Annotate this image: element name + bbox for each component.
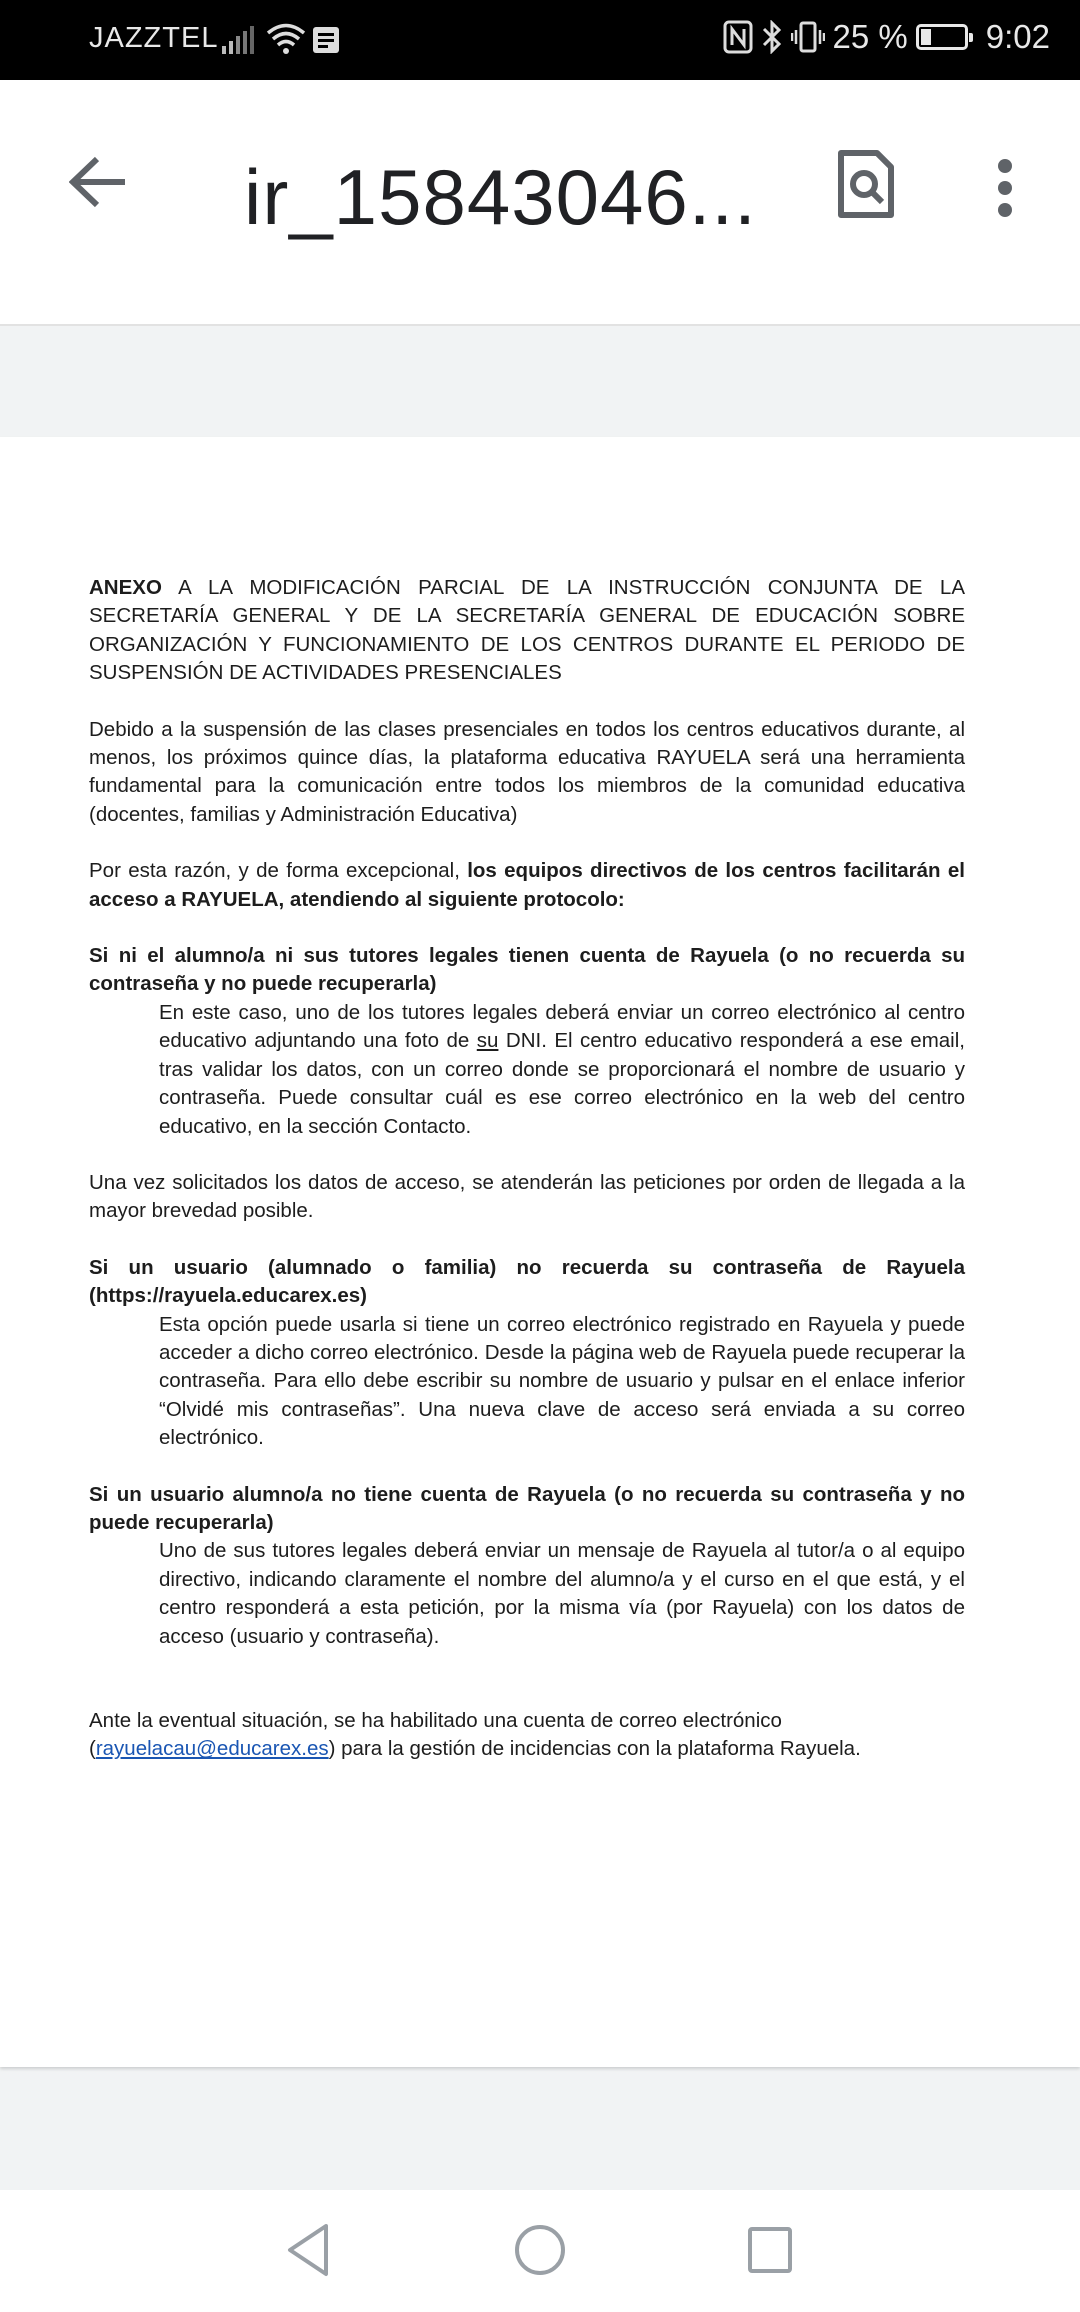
- carrier-label: JAZZTEL: [89, 22, 219, 54]
- case-title: Si un usuario alumno/a no tiene cuenta de Rayuela (o no recuerda su contraseña y no puede recuperarla): [89, 1482, 965, 1534]
- more-vert-icon: [997, 158, 1013, 218]
- case-body: Uno de sus tutores legales deberá enviar un mensaje de Rayuela al tutor/a o al equipo directivo, indicando claramente el nombre del alumno/a y el curso en el que está, y el centro responderá a esta petición, por la misma vía (por Rayuela) con los datos de acceso (usuario y contraseña).: [159, 1539, 965, 1648]
- paragraph: Una vez solicitados los datos de acceso, se atenderán las peticiones por orden de llegada a la mayor brevedad posible.: [89, 1170, 965, 1223]
- document-title: ir_15843046...: [244, 153, 757, 241]
- app-bar: [0, 80, 1080, 326]
- bluetooth-icon: [761, 20, 783, 54]
- document-content: [89, 574, 965, 1764]
- back-button[interactable]: [58, 142, 138, 222]
- document-page[interactable]: [0, 437, 1080, 2067]
- clock: 9:02: [985, 18, 1050, 55]
- case-title: Si ni el alumno/a ni sus tutores legales tienen cuenta de Rayuela (o no recuerda su contraseña y no puede recuperarla): [89, 944, 965, 996]
- nav-back-icon[interactable]: [280, 2220, 340, 2280]
- system-nav-bar: [0, 2190, 1080, 2312]
- find-in-page-icon: [837, 149, 895, 219]
- more-options-button[interactable]: [980, 138, 1030, 238]
- battery-percent: 25 %: [832, 18, 908, 55]
- vibrate-icon: [791, 20, 825, 54]
- arrow-back-icon: [69, 156, 127, 208]
- find-in-page-button[interactable]: [826, 136, 906, 232]
- case-body: En este caso, uno de los tutores legales deberá enviar un correo electrónico al centro educativo adjuntando una foto de su DNI. El centro educativo responderá a ese email, tras validar los datos, con un correo donde se proporcionará el nombre de usuario y contraseña. Puede consultar cuál es ese correo electrónico en la web del centro educativo, en la sección Contacto.: [159, 1000, 965, 1138]
- message-notification-icon: [312, 26, 340, 54]
- signal-icon: [222, 26, 256, 54]
- nav-home-icon[interactable]: [513, 2220, 567, 2280]
- paragraph: Por esta razón, y de forma excepcional, los equipos directivos de los centros facilitarán el acceso a RAYUELA, atendiendo al siguiente protocolo:: [89, 859, 965, 911]
- wifi-icon: [266, 22, 306, 56]
- email-link[interactable]: rayuelacau@educarex.es: [95, 1737, 329, 1761]
- closing-paragraph: Ante la eventual situación, se ha habilitado una cuenta de correo electrónico (rayuelacau@educarex.es) para la gestión de incidencias con la plataforma Rayuela.: [89, 1709, 861, 1761]
- case-body: Esta opción puede usarla si tiene un correo electrónico registrado en Rayuela y puede acceder a dicho correo electrónico. Desde la página web de Rayuela puede recuperar la contraseña. Para ello debe escribir su nombre de usuario y pulsar en el enlace inferior “Olvidé mis contraseñas”. Una nueva clave de acceso será enviada a su correo electrónico.: [159, 1312, 965, 1450]
- nfc-icon: [723, 20, 753, 54]
- paragraph: Debido a la suspensión de las clases presenciales en todos los centros educativos durante, al menos, los próximos quince días, la plataforma educativa RAYUELA será una herramienta fundamental para la comunicación entre todos los miembros de la comunidad educativa (docentes, familias y Administración Educativa): [89, 717, 965, 826]
- annex-heading: ANEXO A LA MODIFICACIÓN PARCIAL DE LA INSTRUCCIÓN CONJUNTA DE LA SECRETARÍA GENERAL Y DE LA SECRETARÍA GENERAL DE EDUCACIÓN SOBRE ORGANIZACIÓN Y FUNCIONAMIENTO DE LOS CENTROS DURANTE EL PERIODO DE SUSPENSIÓN DE ACTIVIDADES PRESENCIALES: [89, 576, 965, 685]
- status-bar: [0, 0, 1080, 80]
- nav-recent-icon[interactable]: [745, 2220, 795, 2280]
- case-title: Si un usuario (alumnado o familia) no recuerda su contraseña de Rayuela (https://rayuela.educarex.es): [89, 1255, 965, 1308]
- battery-icon: [916, 24, 968, 50]
